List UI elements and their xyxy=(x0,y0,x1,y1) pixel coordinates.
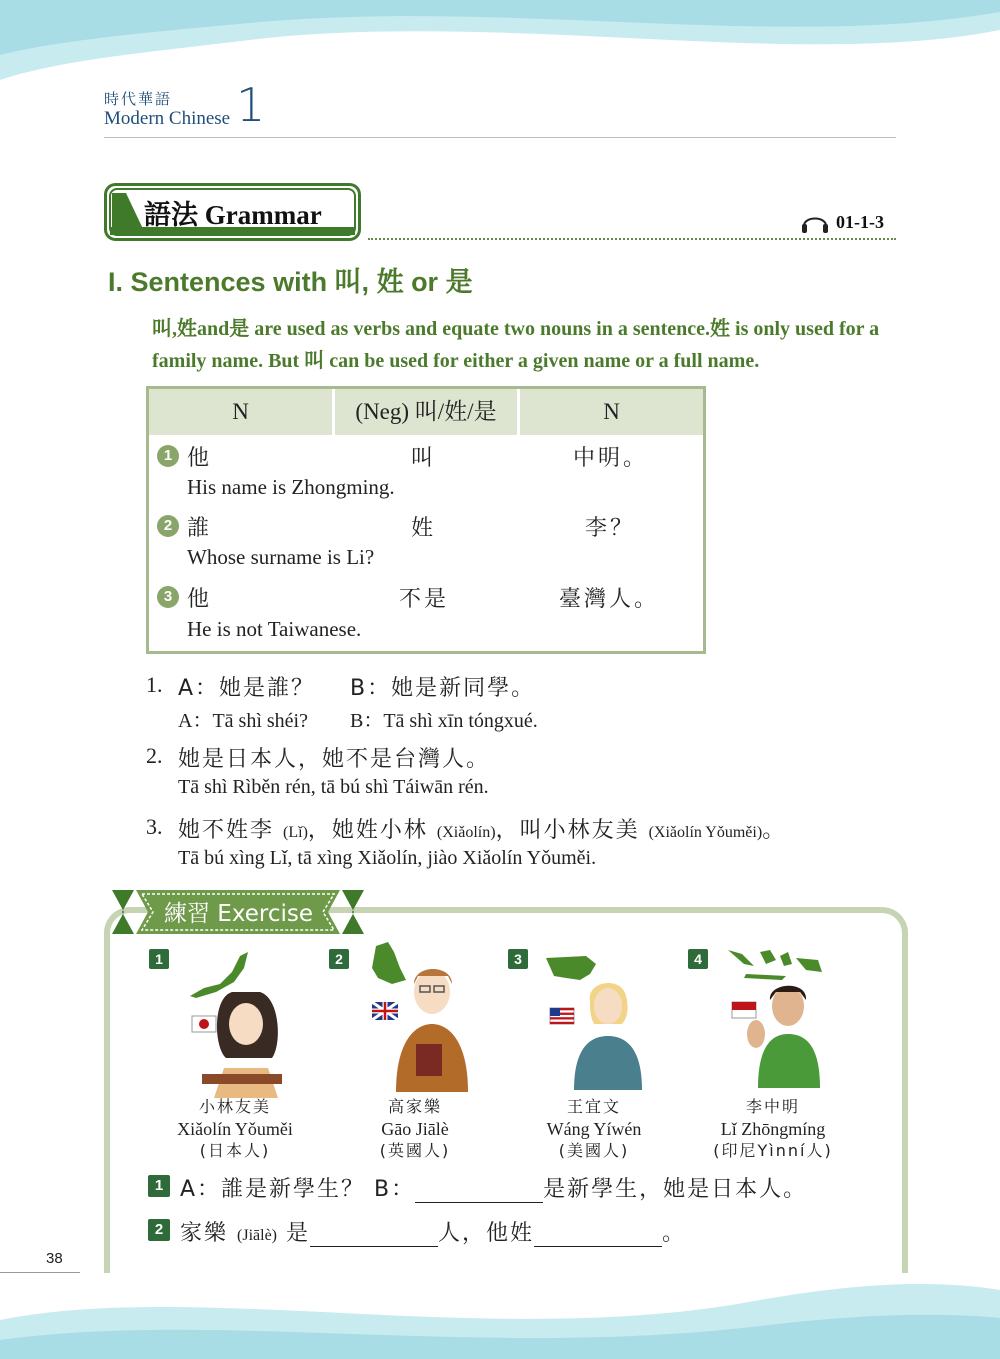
example-chinese: A：她是誰？ xyxy=(178,676,316,701)
person-nationality: (英國人) xyxy=(379,1141,451,1160)
table-header-cell: N xyxy=(603,399,620,424)
person-name-chinese: 小林友美 xyxy=(198,1097,271,1116)
person-caption xyxy=(160,1096,310,1162)
exercise-banner-label: 練習 Exercise xyxy=(164,901,314,927)
question-text: 是 xyxy=(286,1221,311,1246)
example-number: 1. xyxy=(146,672,163,697)
exercise-item-number: 1 xyxy=(149,949,169,969)
example-pinyin: Tā shì Rìběn rén, tā bú shì Táiwān rén. xyxy=(178,776,489,798)
example-pinyin: Tā bú xìng Lǐ, tā xìng Xiǎolín, jiào Xiǎolín Yǒuměi. xyxy=(178,847,597,869)
grammar-description: 叫,姓and是 are used as verbs and equate two nouns in a sentence.姓 is only used for a family name. But 叫 can be used for either a given name or a full name. xyxy=(152,318,880,372)
row-number-badge: 2 xyxy=(157,515,179,537)
example-chinese: ，叫小林友美 xyxy=(495,818,640,843)
question-text: 家樂 xyxy=(180,1221,229,1246)
japan-person-illustration xyxy=(182,948,292,1098)
dotted-rule xyxy=(368,238,896,240)
question-number: 1 xyxy=(148,1175,170,1197)
question-line xyxy=(180,1172,807,1203)
person-name-pinyin: Xiǎolín Yǒuměi xyxy=(177,1119,293,1139)
example-chinese: ，她姓小林 xyxy=(307,818,428,843)
header-divider xyxy=(104,137,896,138)
example-chinese: 她是日本人，她不是台灣人。 xyxy=(178,747,491,772)
row-verb: 叫 xyxy=(411,446,437,471)
row-verb: 姓 xyxy=(411,516,437,541)
answer-blank[interactable] xyxy=(415,1178,543,1203)
example-chinese: 。 xyxy=(762,818,787,843)
headphones-icon[interactable] xyxy=(800,212,830,234)
person-name-pinyin: Gāo Jiālè xyxy=(381,1119,449,1139)
exercise-item-number: 2 xyxy=(329,949,349,969)
example-gloss: (Xiǎolín Yǒuměi) xyxy=(648,824,763,841)
question-text: 是新學生，她是日本人。 xyxy=(543,1177,808,1202)
question-gloss: (Jiālè) xyxy=(237,1227,277,1244)
audio-track-code: 01-1-3 xyxy=(836,212,884,232)
person-name-pinyin: Wáng Yíwén xyxy=(546,1119,642,1139)
person-caption xyxy=(698,1096,848,1162)
indonesia-person-illustration xyxy=(726,944,836,1088)
row-verb: 不是 xyxy=(399,587,450,612)
row-subject: 誰 xyxy=(187,516,213,541)
person-name-chinese: 高家樂 xyxy=(387,1097,442,1116)
row-translation: Whose surname is Li? xyxy=(187,545,375,569)
example-number: 3. xyxy=(146,814,163,839)
exercise-item-number: 4 xyxy=(688,949,708,969)
answer-blank[interactable] xyxy=(534,1222,662,1247)
row-subject: 他 xyxy=(187,446,213,471)
bottom-wave-decoration xyxy=(0,1260,1000,1359)
book-title-chinese: 時代華語 xyxy=(104,90,173,108)
top-wave-decoration xyxy=(0,0,1000,90)
example-gloss: (Lǐ) xyxy=(283,824,308,841)
usa-person-illustration xyxy=(546,950,656,1090)
row-number-badge: 3 xyxy=(157,586,179,608)
example-pinyin: B：Tā shì xīn tóngxué. xyxy=(350,710,538,732)
question-text: 人，他姓 xyxy=(438,1221,535,1246)
question-text: 。 xyxy=(662,1221,687,1246)
book-volume: 1 xyxy=(236,78,266,132)
grammar-badge-label: 語法 Grammar xyxy=(144,200,322,230)
uk-person-illustration xyxy=(366,940,476,1092)
row-object: 臺灣人。 xyxy=(559,587,660,612)
person-caption xyxy=(340,1096,490,1162)
row-translation: He is not Taiwanese. xyxy=(187,617,362,641)
person-name-pinyin: Lǐ Zhōngmíng xyxy=(720,1119,826,1139)
grammar-heading: I. Sentences with 叫, 姓 or 是 xyxy=(108,267,473,297)
grammar-pattern-table xyxy=(146,386,706,654)
example-number: 2. xyxy=(146,743,163,768)
row-subject: 他 xyxy=(187,587,213,612)
example-chinese: 她不姓李 xyxy=(178,818,275,843)
row-object: 李？ xyxy=(585,516,636,541)
row-translation: His name is Zhongming. xyxy=(187,475,395,499)
example-gloss: (Xiǎolín) xyxy=(436,824,496,841)
question-text: A：誰是新學生？ B： xyxy=(180,1177,416,1202)
row-object: 中明。 xyxy=(573,446,649,471)
exercise-item-number: 3 xyxy=(508,949,528,969)
example-pinyin: A：Tā shì shéi? xyxy=(178,710,308,732)
person-nationality: (日本人) xyxy=(199,1141,271,1160)
question-line xyxy=(180,1216,686,1247)
book-title-english: Modern Chinese xyxy=(104,108,231,129)
page-number: 38 xyxy=(46,1250,63,1267)
row-number-badge: 1 xyxy=(157,445,179,467)
person-nationality: (美國人) xyxy=(558,1141,630,1160)
person-nationality: (印尼Yìnní人) xyxy=(713,1141,833,1160)
question-number: 2 xyxy=(148,1219,170,1241)
table-header-cell: (Neg) 叫/姓/是 xyxy=(355,399,497,424)
answer-blank[interactable] xyxy=(310,1222,438,1247)
person-name-chinese: 李中明 xyxy=(745,1097,800,1116)
table-header-cell: N xyxy=(232,399,249,424)
example-chinese: B：她是新同學。 xyxy=(350,676,536,701)
example-chinese-line xyxy=(178,813,786,844)
person-caption xyxy=(519,1096,669,1162)
person-name-chinese: 王宜文 xyxy=(566,1097,621,1116)
page-number-rule xyxy=(0,1272,80,1273)
